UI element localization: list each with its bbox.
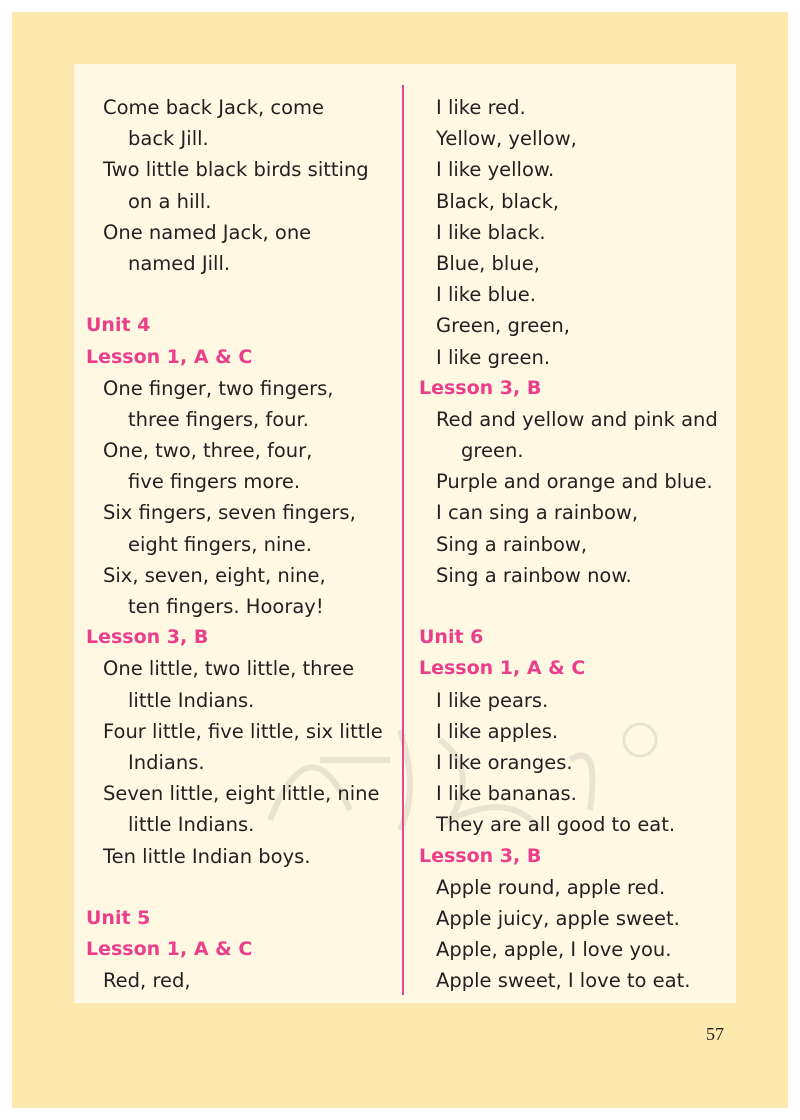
- verse-line: Apple, apple, I love you.: [436, 938, 672, 962]
- verse-line: Green, green,: [436, 314, 570, 338]
- verse-line: Seven little, eight little, nine: [103, 782, 380, 806]
- verse-line: eight fingers, nine.: [128, 532, 312, 556]
- verse-line: ten fingers. Hooray!: [128, 595, 324, 618]
- verse-line: I like green.: [436, 345, 551, 369]
- unit-5-lesson-3-heading: Lesson 3, B: [419, 376, 542, 399]
- verse-line: Red and yellow and pink and: [436, 407, 718, 431]
- verse-line: I like blue.: [436, 283, 536, 307]
- left-column: [86, 92, 396, 996]
- verse-line: named Jill.: [128, 251, 231, 275]
- unit-5-lesson-1-heading: Lesson 1, A & C: [86, 938, 253, 961]
- right-column: [419, 92, 739, 996]
- verse-line: I like pears.: [436, 688, 549, 712]
- unit-6-lesson-1-heading: Lesson 1, A & C: [419, 657, 586, 680]
- unit-6-heading: Unit 6: [419, 626, 484, 649]
- verse-line: They are all good to eat.: [436, 813, 676, 837]
- column-divider: [402, 85, 404, 995]
- indians-rhyme: [86, 653, 396, 871]
- verse-line: Six, seven, eight, nine,: [103, 563, 326, 587]
- verse-line: Yellow, yellow,: [436, 127, 577, 151]
- unit-4-lesson-1-heading: Lesson 1, A & C: [86, 345, 253, 368]
- fruits-rhyme: [419, 685, 739, 841]
- unit-6-lesson-3-heading: Lesson 3, B: [419, 844, 542, 867]
- verse-line: Indians.: [128, 750, 205, 774]
- verse-line: Apple sweet, I love to eat.: [436, 969, 691, 993]
- verse-line: I like apples.: [436, 719, 559, 743]
- verse-line: Apple juicy, apple sweet.: [436, 906, 680, 930]
- fingers-rhyme: [86, 373, 396, 623]
- verse-line: little Indians.: [128, 813, 255, 837]
- verse-line: Red, red,: [103, 969, 191, 993]
- colors-rhyme: [419, 92, 739, 373]
- verse-line: three fingers, four.: [128, 407, 309, 431]
- verse-line: Sing a rainbow now.: [436, 563, 632, 587]
- verse-line: back Jill.: [128, 127, 209, 151]
- verse-line: Purple and orange and blue.: [436, 470, 713, 494]
- unit-4-lesson-3-heading: Lesson 3, B: [86, 626, 209, 649]
- verse-line: Four little, five little, six little: [103, 719, 383, 743]
- verse-line: Ten little Indian boys.: [103, 844, 311, 868]
- verse-line: One named Jack, one: [103, 220, 312, 244]
- rainbow-rhyme: [419, 404, 739, 591]
- verse-line: green.: [461, 439, 524, 463]
- unit-5-heading: Unit 5: [86, 906, 151, 929]
- verse-line: Six fingers, seven fingers,: [103, 501, 356, 525]
- jack-jill-rhyme: [86, 92, 396, 279]
- verse-line: I like bananas.: [436, 782, 577, 806]
- verse-line: on a hill.: [128, 189, 212, 213]
- verse-line: five fingers more.: [128, 470, 301, 494]
- verse-line: One finger, two fingers,: [103, 376, 334, 400]
- verse-line: I can sing a rainbow,: [436, 501, 639, 525]
- unit-4-heading: Unit 4: [86, 314, 151, 337]
- verse-line: I like yellow.: [436, 158, 555, 182]
- verse-line: Black, black,: [436, 189, 560, 213]
- verse-line: Apple round, apple red.: [436, 875, 666, 899]
- verse-line: I like oranges.: [436, 750, 573, 774]
- verse-line: little Indians.: [128, 688, 255, 712]
- verse-line: I like black.: [436, 220, 546, 244]
- verse-line: Blue, blue,: [436, 251, 540, 275]
- page-number: 57: [706, 1024, 724, 1044]
- verse-line: One little, two little, three: [103, 657, 355, 681]
- verse-line: Two little black birds sitting: [103, 158, 369, 182]
- verse-line: Sing a rainbow,: [436, 532, 588, 556]
- verse-line: One, two, three, four,: [103, 439, 313, 463]
- verse-line: Come back Jack, come: [103, 96, 325, 119]
- verse-line: I like red.: [436, 96, 526, 119]
- apple-rhyme: [419, 872, 739, 997]
